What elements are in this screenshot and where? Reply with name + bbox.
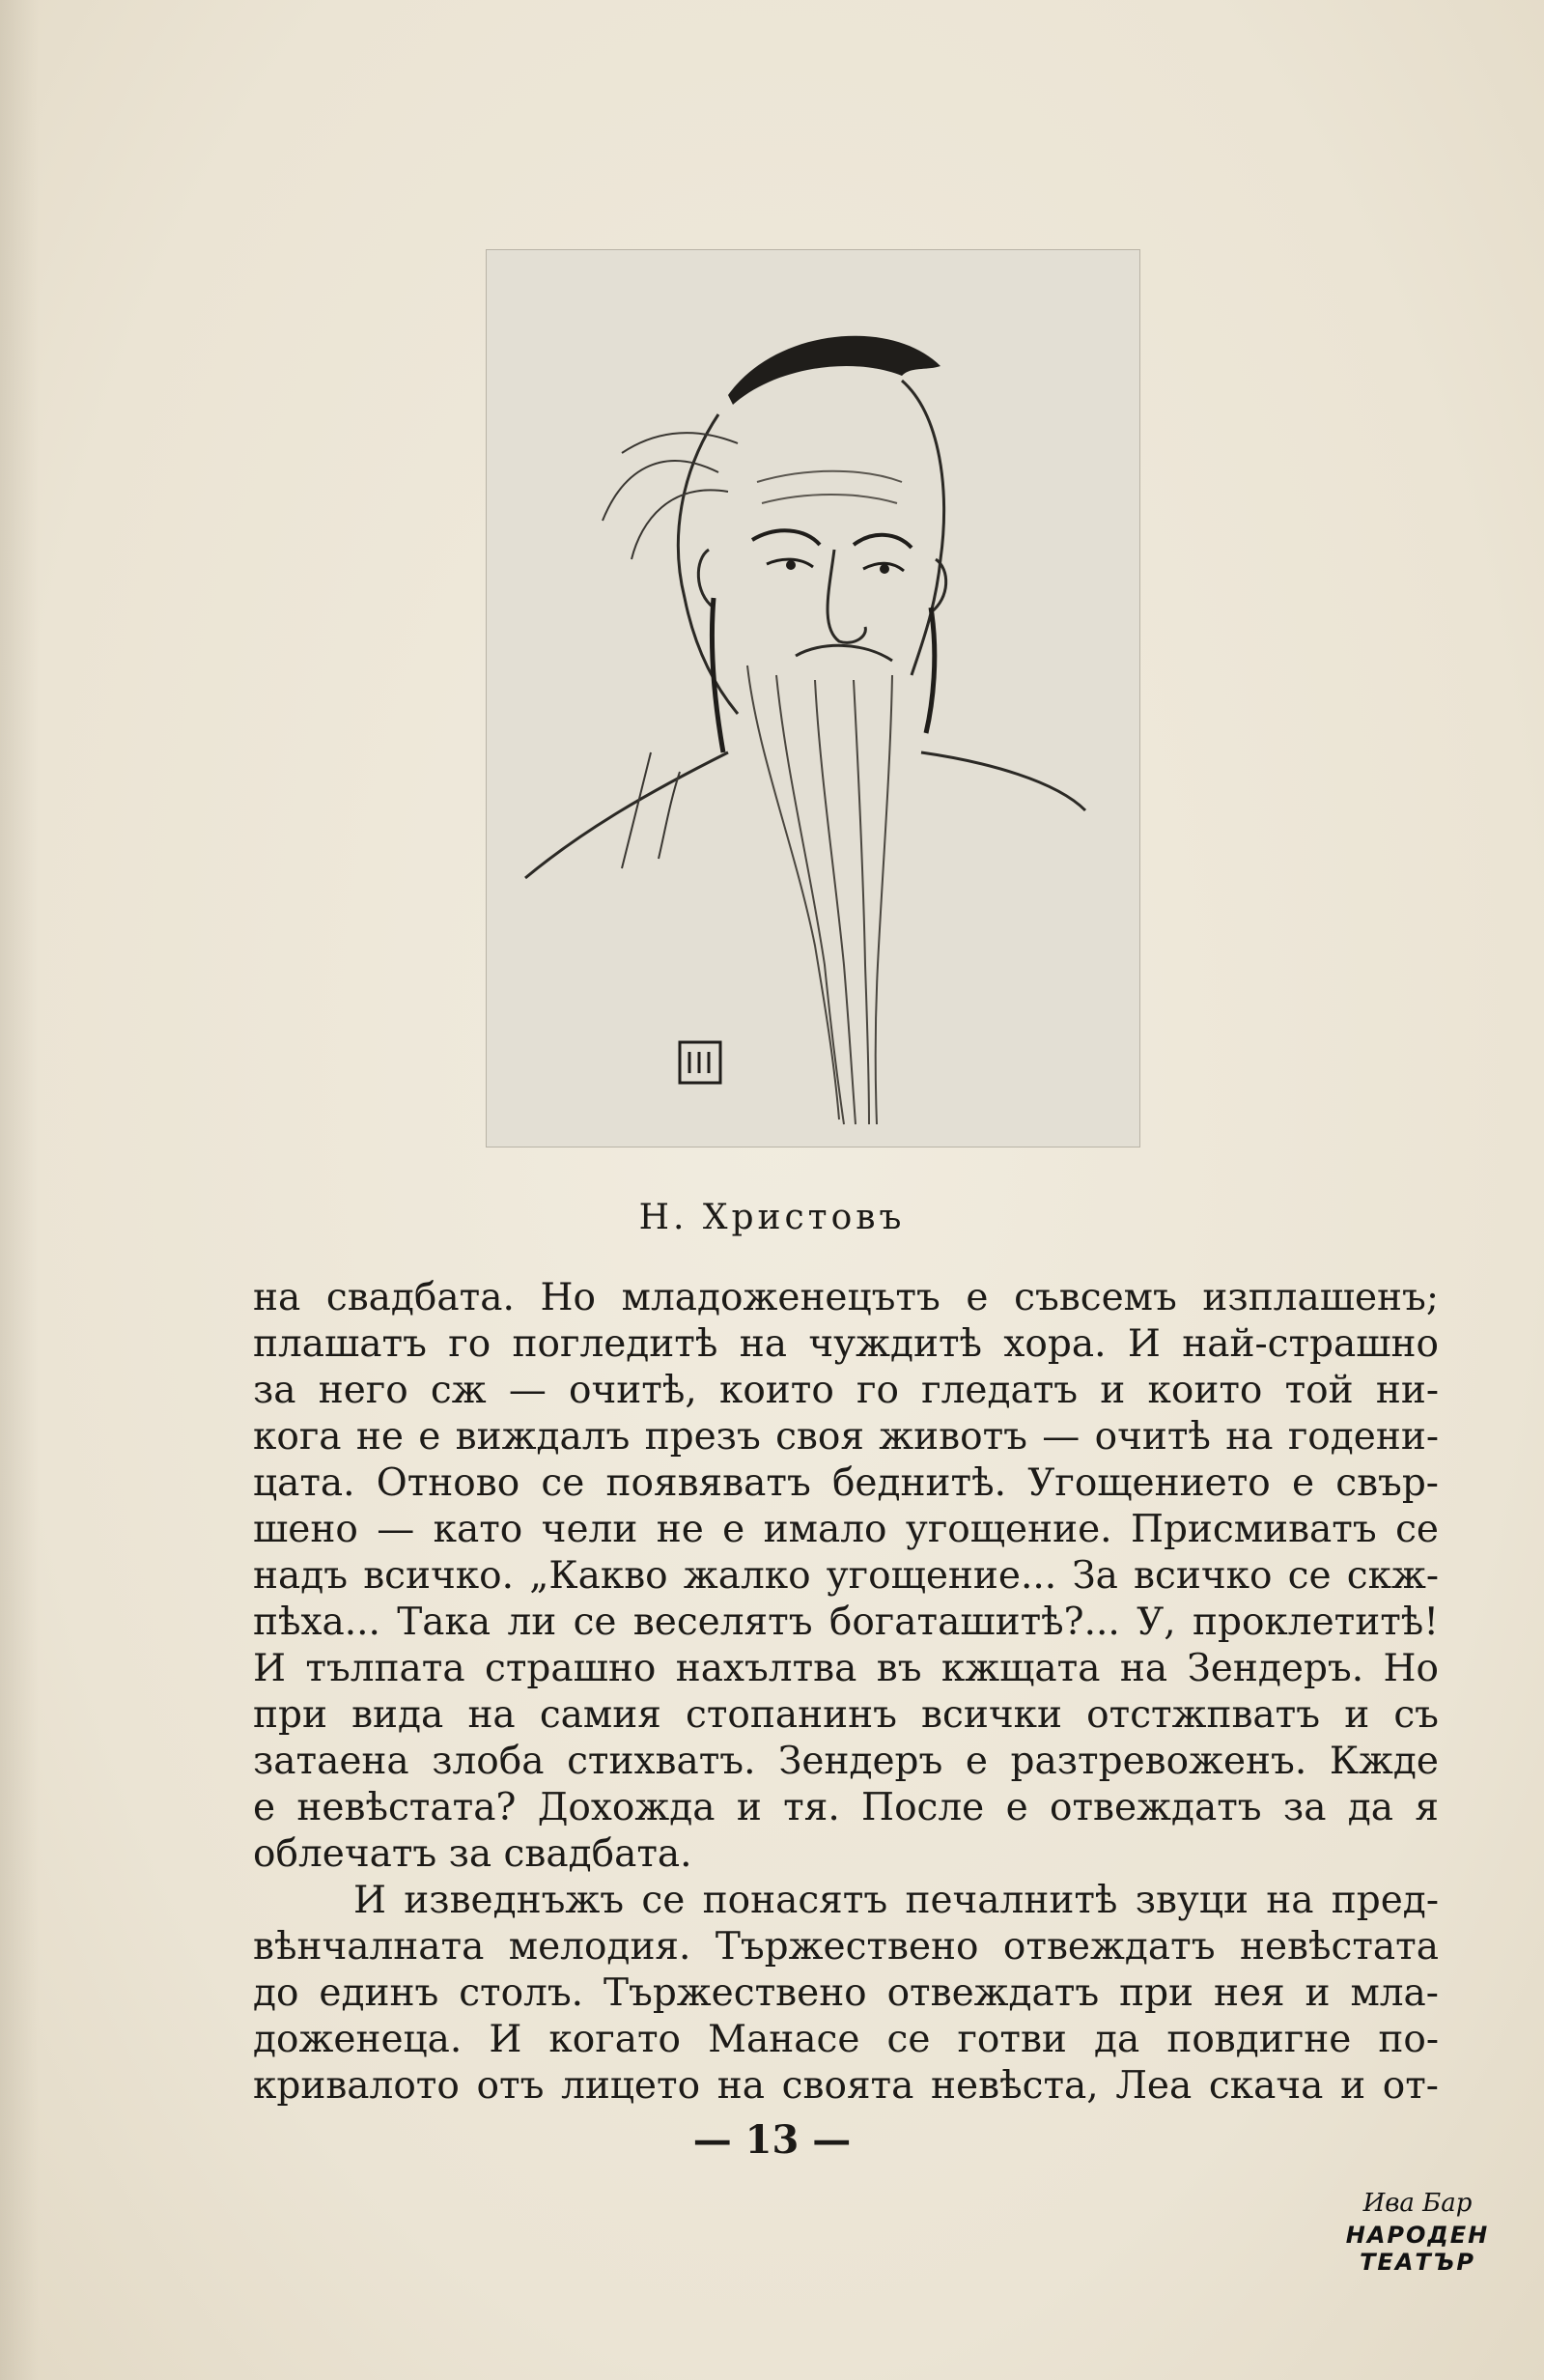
text-line: цата. Отново се появяватъ беднитѣ. Угощението е свър- xyxy=(253,1461,1439,1505)
text-line: пѣха... Така ли се веселятъ богаташитѣ?... У, проклетитѣ! xyxy=(253,1601,1439,1644)
text-line: надъ всичко. „Какво жалко угощение... За всичко се скж- xyxy=(253,1554,1439,1598)
text-line: на свадбата. Но младоженецътъ е съвсемъ изплашенъ; xyxy=(253,1276,1439,1319)
text-line: кривалото отъ лицето на своята невѣста, Леа скача и от- xyxy=(253,2064,1439,2108)
text-line: И тълпата страшно нахълтва въ кжщата на Зендеръ. Но xyxy=(253,1647,1439,1690)
figure-caption: Н. Христовъ xyxy=(638,1198,906,1237)
text-line: доженеца. И когато Манасе се готви да повдигне по- xyxy=(253,2018,1439,2061)
stamp-signature: Ива Бар xyxy=(1362,2189,1473,2218)
stamp-line-1: НАРОДЕН xyxy=(1345,2222,1490,2249)
portrait-illustration xyxy=(486,249,1140,1148)
text-line: до единъ столъ. Тържествено отвеждатъ при нея и мла- xyxy=(253,1971,1439,2015)
text-line: облечатъ за свадбата. xyxy=(253,1832,692,1876)
portrait-drawing xyxy=(487,250,1139,1147)
text-line: вѣнчалната мелодия. Тържествено отвеждатъ невѣстата xyxy=(253,1925,1439,1969)
text-line: шено — като чели не е имало угощение. Присмиватъ се xyxy=(253,1508,1439,1551)
library-stamp xyxy=(1331,2189,1504,2305)
text-line: затаена злоба стихватъ. Зендеръ е разтревоженъ. Кжде xyxy=(253,1740,1439,1783)
page-number: — 13 — xyxy=(692,2117,852,2163)
text-line: при вида на самия стопанинъ всички отстжпватъ и съ xyxy=(253,1693,1439,1737)
text-line: И изведнъжъ се понасятъ печалнитѣ звуци на пред- xyxy=(353,1879,1439,1922)
stamp-line-2: ТЕАТЪР xyxy=(1360,2249,1475,2276)
body-text xyxy=(253,1275,1439,2110)
text-line: плашатъ го погледитѣ на чуждитѣ хора. И най-страшно xyxy=(253,1322,1439,1366)
text-line: кога не е виждалъ презъ своя животъ — очитѣ на годени- xyxy=(253,1415,1439,1459)
text-line: за него сж — очитѣ, които го гледатъ и които той ни- xyxy=(253,1369,1439,1412)
text-line: е невѣстата? Дохожда и тя. После е отвеждатъ за да я xyxy=(253,1786,1439,1829)
